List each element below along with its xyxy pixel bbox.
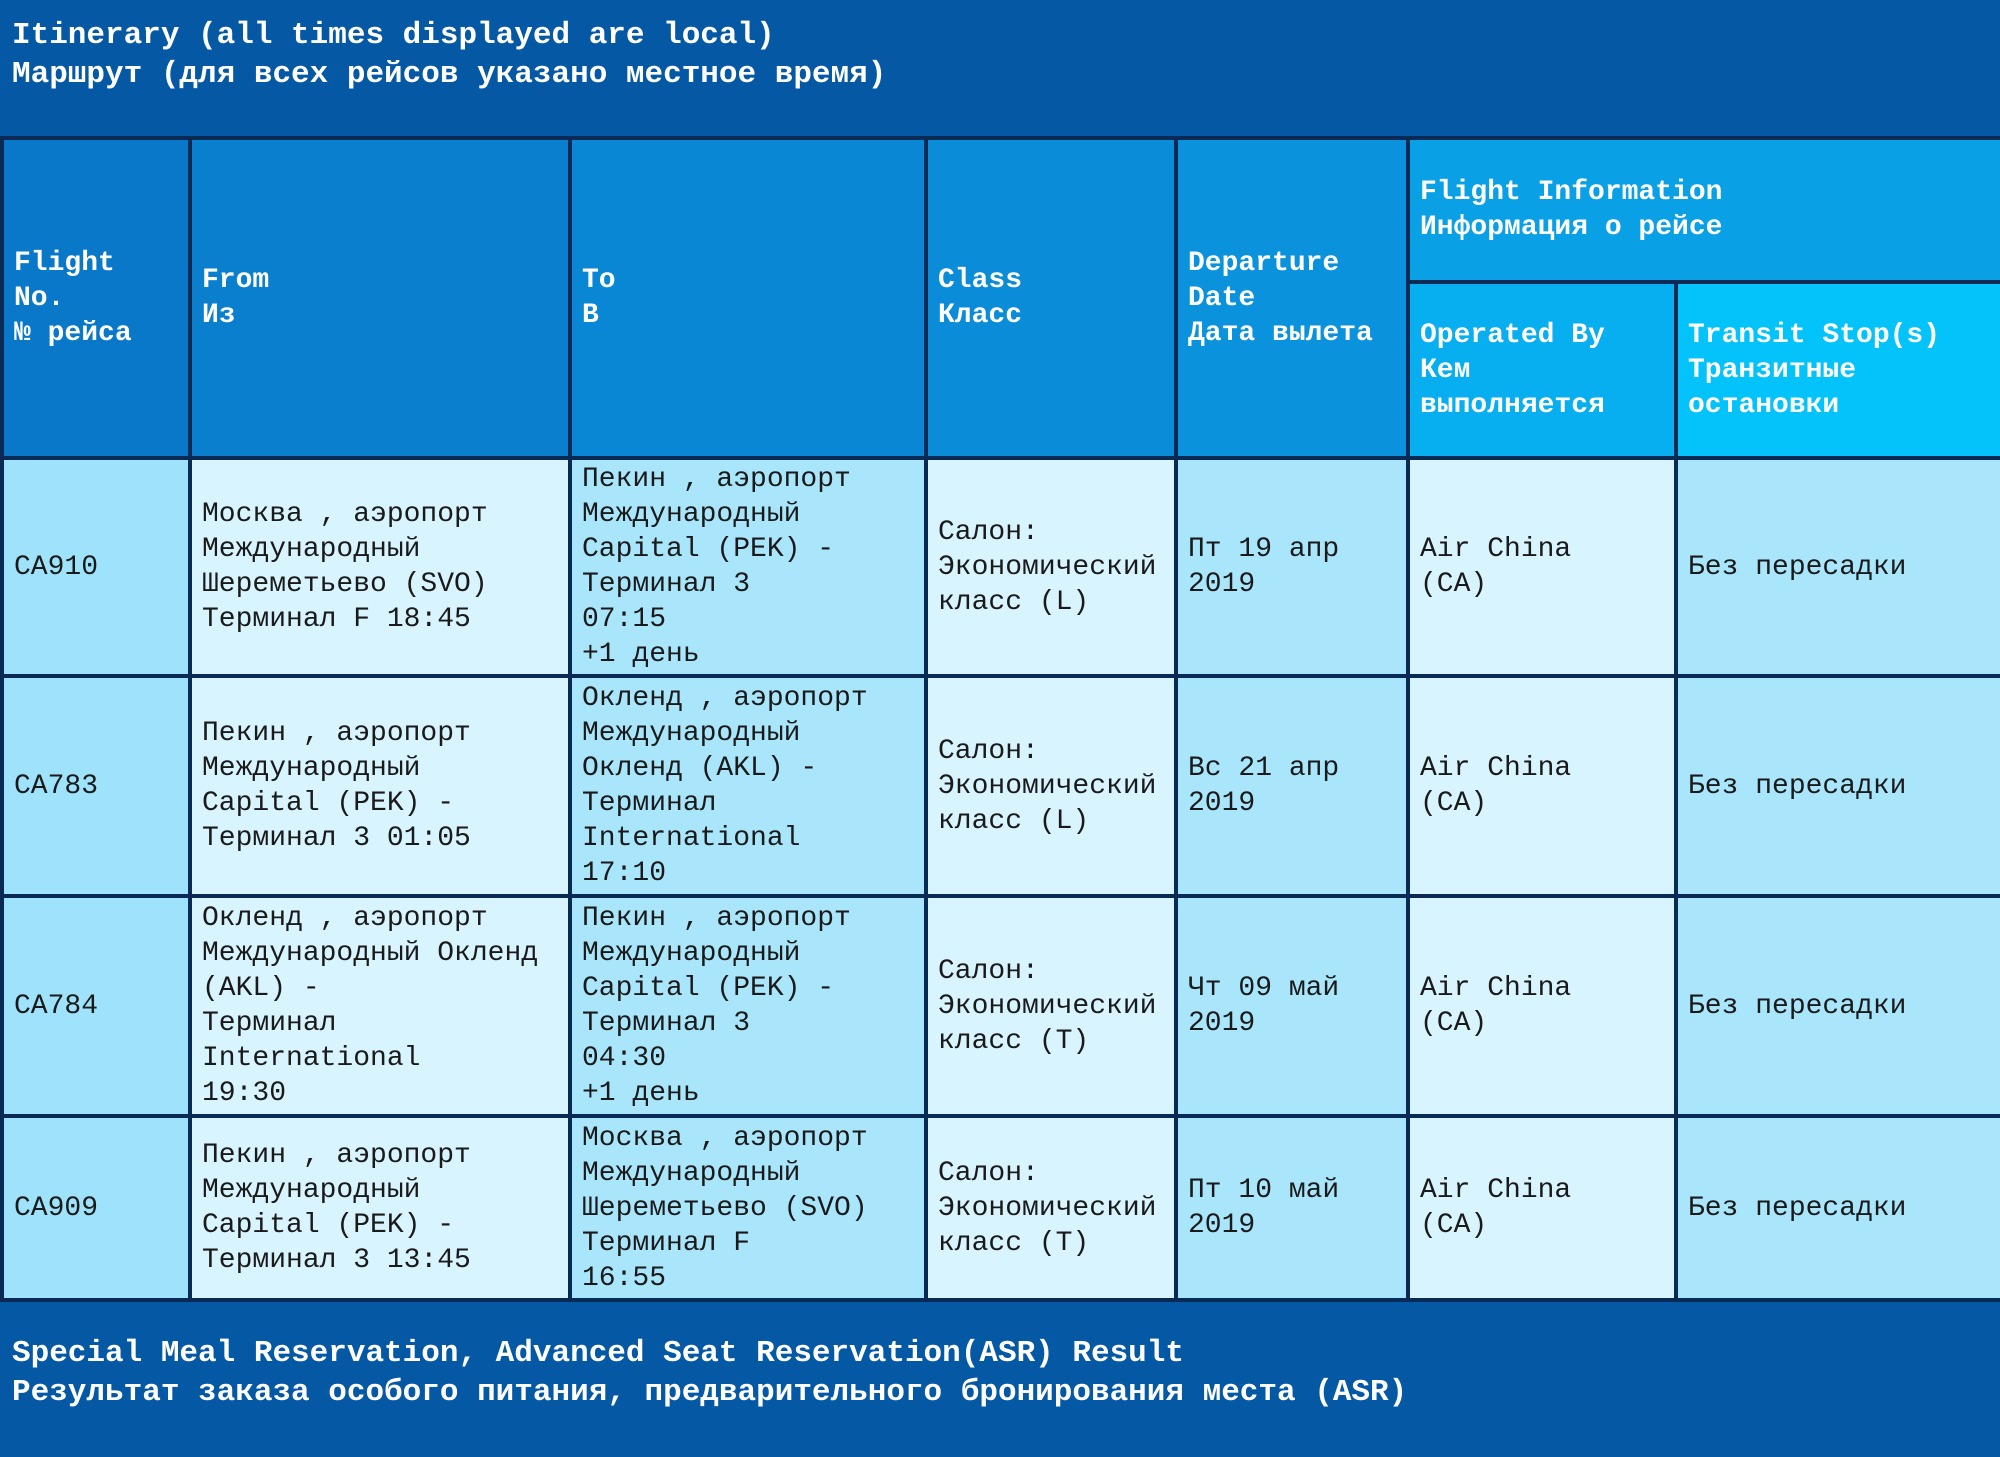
- col-header-departure-date: Departure Date Дата вылета: [1176, 138, 1408, 458]
- cabin-class: Салон: Экономический класс (T): [926, 896, 1176, 1116]
- table-row: [2, 1116, 2000, 1300]
- departure-date: Вс 21 апр 2019: [1176, 676, 1408, 896]
- table-row: [2, 896, 2000, 1116]
- departure-airport: Окленд , аэропорт Международный Окленд (AKL) - Терминал International 19:30: [190, 896, 570, 1116]
- operated-by: Air China (CA): [1408, 676, 1676, 896]
- cabin-class: Салон: Экономический класс (L): [926, 458, 1176, 676]
- table-row: [2, 458, 2000, 676]
- itinerary-title-en: Itinerary (all times displayed are local): [12, 18, 775, 53]
- ssr-result-title-en: Special Meal Reservation, Advanced Seat Reservation(ASR) Result: [12, 1336, 1184, 1371]
- cabin-class: Салон: Экономический класс (L): [926, 676, 1176, 896]
- table-row: [2, 676, 2000, 896]
- departure-date: Пт 10 май 2019: [1176, 1116, 1408, 1300]
- ssr-result-header: [0, 1334, 2000, 1412]
- col-header-from: From Из: [190, 138, 570, 458]
- flight-number: CA910: [2, 458, 190, 676]
- col-header-to: To В: [570, 138, 926, 458]
- cabin-class: Салон: Экономический класс (T): [926, 1116, 1176, 1300]
- itinerary-header: [0, 16, 2000, 94]
- ssr-result-title-ru: Результат заказа особого питания, предварительного бронирования места (ASR): [12, 1375, 1408, 1410]
- departure-airport: Пекин , аэропорт Международный Capital (PEK) - Терминал 3 13:45: [190, 1116, 570, 1300]
- col-header-transit-stops: Transit Stop(s) Транзитные остановки: [1676, 282, 2000, 458]
- col-header-flight: Flight No. № рейса: [2, 138, 190, 458]
- operated-by: Air China (CA): [1408, 896, 1676, 1116]
- operated-by: Air China (CA): [1408, 458, 1676, 676]
- transit-stops: Без пересадки: [1676, 1116, 2000, 1300]
- transit-stops: Без пересадки: [1676, 676, 2000, 896]
- arrival-airport: Пекин , аэропорт Международный Capital (PEK) - Терминал 3 07:15 +1 день: [570, 458, 926, 676]
- itinerary-table: [0, 136, 2000, 1302]
- flight-number: CA784: [2, 896, 190, 1116]
- flight-number: CA909: [2, 1116, 190, 1300]
- transit-stops: Без пересадки: [1676, 896, 2000, 1116]
- transit-stops: Без пересадки: [1676, 458, 2000, 676]
- departure-airport: Пекин , аэропорт Международный Capital (PEK) - Терминал 3 01:05: [190, 676, 570, 896]
- departure-date: Пт 19 апр 2019: [1176, 458, 1408, 676]
- arrival-airport: Окленд , аэропорт Международный Окленд (AKL) - Терминал International 17:10: [570, 676, 926, 896]
- flight-number: CA783: [2, 676, 190, 896]
- col-header-class: Class Класс: [926, 138, 1176, 458]
- departure-date: Чт 09 май 2019: [1176, 896, 1408, 1116]
- departure-airport: Москва , аэропорт Международный Шереметьево (SVO) Терминал F 18:45: [190, 458, 570, 676]
- arrival-airport: Москва , аэропорт Международный Шереметьево (SVO) Терминал F 16:55: [570, 1116, 926, 1300]
- col-header-flight-information: Flight Information Информация о рейсе: [1408, 138, 2000, 282]
- col-header-operated-by: Operated By Кем выполняется: [1408, 282, 1676, 458]
- arrival-airport: Пекин , аэропорт Международный Capital (PEK) - Терминал 3 04:30 +1 день: [570, 896, 926, 1116]
- itinerary-title-ru: Маршрут (для всех рейсов указано местное время): [12, 57, 887, 92]
- operated-by: Air China (CA): [1408, 1116, 1676, 1300]
